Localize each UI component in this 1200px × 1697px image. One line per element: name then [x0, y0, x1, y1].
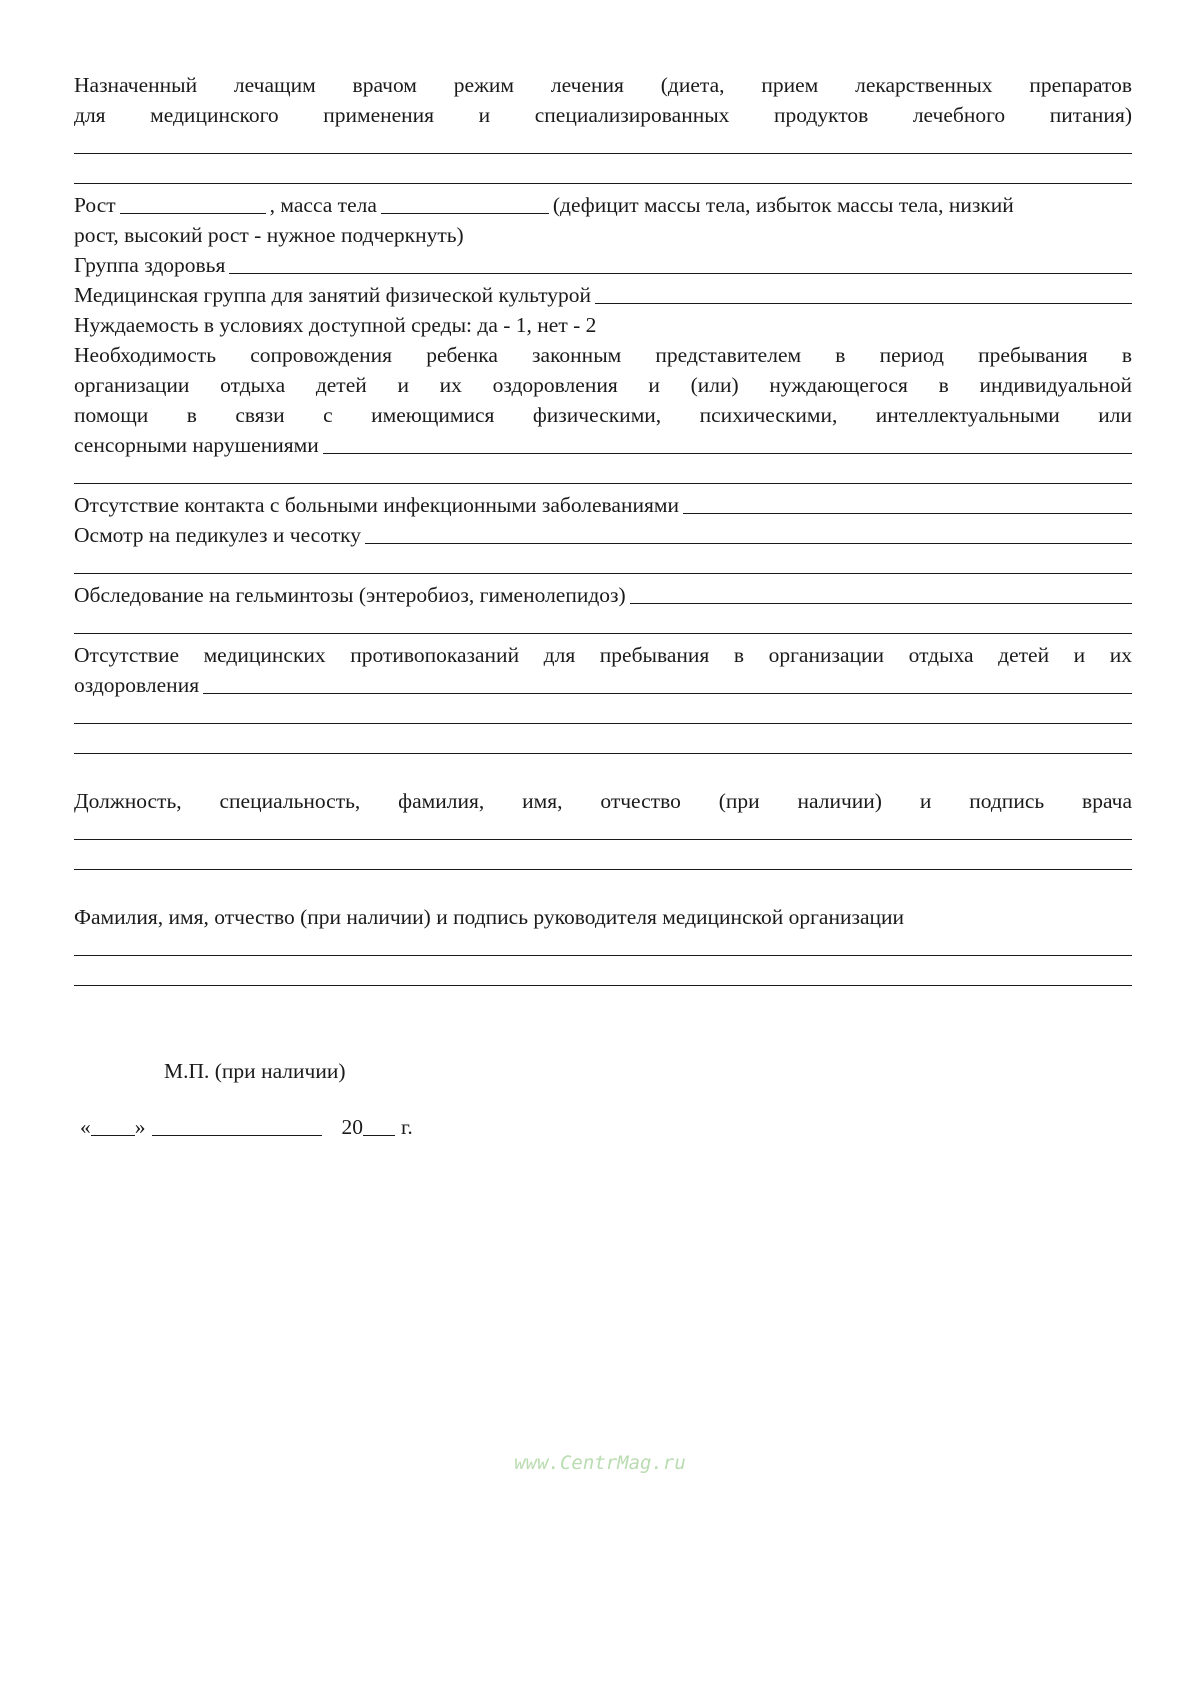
date-month-field[interactable] — [152, 1115, 322, 1136]
pe-group-label: Медицинская группа для занятий физической культурой — [74, 283, 592, 307]
escort-label-line3: помощи в связи с имеющимися физическими, психическими, интеллектуальными или — [74, 403, 1132, 427]
lice-field[interactable] — [365, 523, 1132, 544]
doctor-signature-label: Должность, специальность, фамилия, имя, отчество (при наличии) и подпись врача — [74, 789, 1132, 813]
no-contact-label: Отсутствие контакта с больными инфекционными заболеваниями — [74, 493, 679, 517]
doctor-fill-line-2[interactable] — [74, 840, 1132, 870]
doctor-fill-line-1[interactable] — [74, 810, 1132, 840]
height-field[interactable] — [120, 193, 266, 214]
escort-label-line4: сенсорными нарушениями — [74, 433, 319, 457]
watermark-text: www.CentrMag.ru — [514, 1452, 686, 1474]
head-fill-line-1[interactable] — [74, 926, 1132, 956]
date-day-field[interactable] — [91, 1115, 135, 1136]
escort-field[interactable] — [323, 433, 1132, 454]
date-year-suffix: г. — [401, 1115, 413, 1139]
weight-label: , масса тела — [269, 193, 377, 217]
pe-group-row — [74, 280, 1132, 310]
helminth-fill-line-2[interactable] — [74, 604, 1132, 634]
no-contact-field[interactable] — [683, 493, 1132, 514]
head-signature-label: Фамилия, имя, отчество (при наличии) и подпись руководителя медицинской организации — [74, 905, 905, 929]
escort-fill-line-2[interactable] — [74, 454, 1132, 484]
height-weight-row — [74, 190, 1132, 220]
regimen-fill-line-1[interactable] — [74, 124, 1132, 154]
helminth-label: Обследование на гельминтозы (энтеробиоз, гименолепидоз) — [74, 583, 626, 607]
date-year-prefix: 20 — [341, 1115, 363, 1139]
escort-label-line2: организации отдыха детей и их оздоровления и (или) нуждающегося в индивидуальной — [74, 373, 1132, 397]
lice-label: Осмотр на педикулез и чесотку — [74, 523, 361, 547]
contraindications-fill-line-3[interactable] — [74, 724, 1132, 754]
contraindications-label-line2: оздоровления — [74, 673, 200, 697]
lice-fill-line-2[interactable] — [74, 544, 1132, 574]
escort-label-line1: Необходимость сопровождения ребенка законным представителем в период пребывания в — [74, 343, 1132, 367]
weight-note-line2: рост, высокий рост - нужное подчеркнуть) — [74, 223, 464, 247]
date-year-field[interactable] — [363, 1115, 395, 1136]
helminth-field[interactable] — [630, 583, 1132, 604]
date-open-quote: « — [80, 1115, 91, 1139]
contraindications-label-line1: Отсутствие медицинских противопоказаний для пребывания в организации отдыха детей и их — [74, 643, 1132, 667]
regimen-label-line2: для медицинского применения и специализированных продуктов лечебного питания) — [74, 103, 1132, 127]
no-contact-row — [74, 490, 1132, 520]
pe-group-field[interactable] — [595, 283, 1132, 304]
health-group-row — [74, 250, 1132, 280]
height-label: Рост — [74, 193, 116, 217]
head-fill-line-2[interactable] — [74, 956, 1132, 986]
certificate-form — [74, 70, 1132, 1142]
contraindications-field[interactable] — [203, 673, 1132, 694]
health-group-field[interactable] — [229, 253, 1132, 274]
regimen-label-line1: Назначенный лечащим врачом режим лечения (диета, прием лекарственных препаратов — [74, 73, 1132, 97]
accessible-environment-text: Нуждаемость в условиях доступной среды: да - 1, нет - 2 — [74, 313, 597, 337]
weight-note-line1: (дефицит массы тела, избыток массы тела, низкий — [552, 193, 1014, 217]
contraindications-fill-line-2[interactable] — [74, 694, 1132, 724]
date-close-quote: » — [134, 1115, 146, 1139]
health-group-label: Группа здоровья — [74, 253, 226, 277]
date-line — [80, 1112, 1132, 1142]
weight-field[interactable] — [381, 193, 549, 214]
stamp-note: М.П. (при наличии) — [164, 1059, 346, 1083]
regimen-fill-line-2[interactable] — [74, 154, 1132, 184]
